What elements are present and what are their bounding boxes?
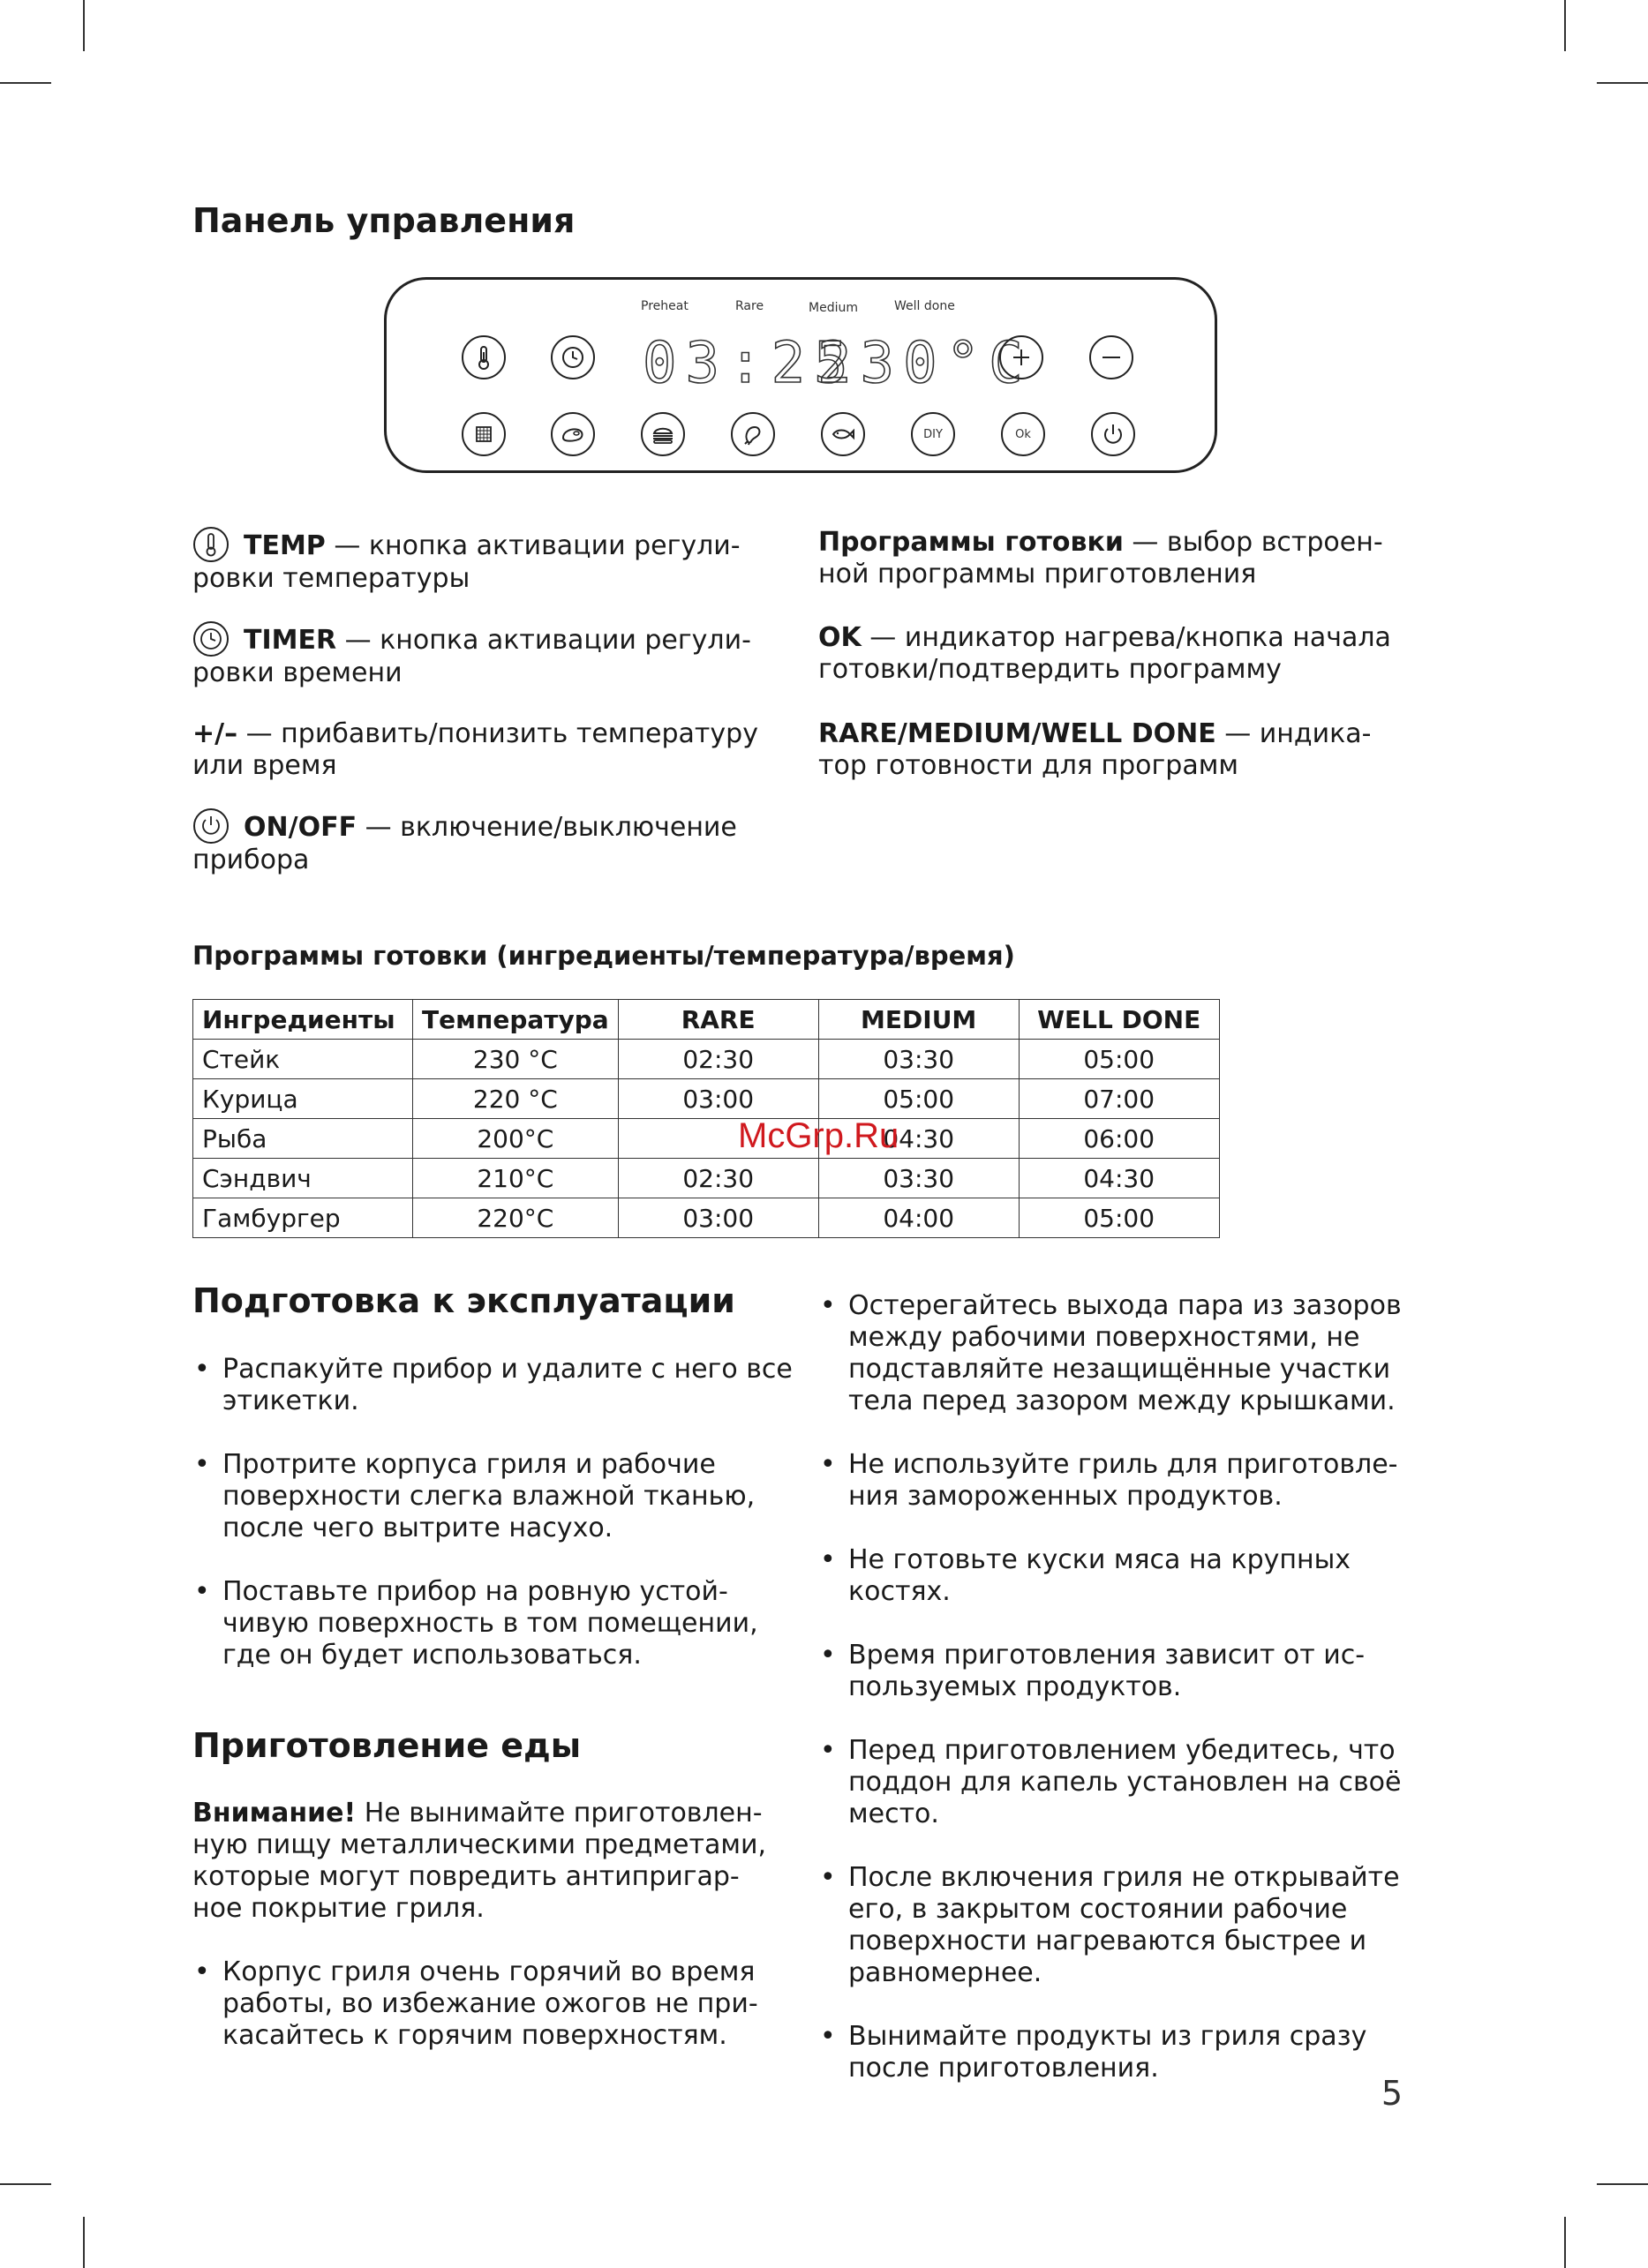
table-cell: 02:30 [618,1040,818,1079]
table-cell: 04:30 [1019,1159,1219,1198]
watermark: McGrp.Ru [738,1116,899,1155]
table-cell: 03:30 [818,1040,1019,1079]
term-on-off: ON/OFF [244,812,357,843]
table-header: Температура [413,1000,619,1040]
list-item: • Поставьте прибор на ровную устой-чивую поверхность в том помещении, где он будет использоваться. [192,1576,793,1671]
table-cell: 05:00 [1019,1040,1219,1079]
text-on-off: — включение/выключение прибора [192,812,737,875]
section-title-control-panel: Панель управления [192,201,576,240]
temperature-display: 230°C [817,331,1032,396]
text-ok: — индикатор нагрева/кнопка начала готовки/подтвердить программу [818,622,1391,685]
table-cell: 04:00 [818,1198,1019,1238]
text-timer: — кнопка активации регули-ровки времени [192,625,751,688]
right-column-list [818,1290,1418,2116]
crop-mark [1564,2217,1566,2268]
table-header: MEDIUM [818,1000,1019,1040]
term-programs: Программы готовки [818,527,1124,558]
table-cell: 220°C [413,1198,619,1238]
table-header: WELL DONE [1019,1000,1219,1040]
prep-list [192,1354,793,1703]
table-cell: 04:30 [818,1119,1019,1159]
crop-mark [1564,0,1566,51]
list-item: • После включения гриля не открывайте его, в закрытом состоянии рабочие поверхности нагреваются быстрее и равномернее. [818,1862,1418,1989]
timer-icon [551,335,595,379]
warning-paragraph [192,1798,775,1925]
table-cell: 05:00 [818,1079,1019,1119]
term-ok: OK [818,622,862,653]
fish-icon [821,412,865,456]
chicken-icon [731,412,775,456]
table-row [193,1159,1220,1198]
table-row [193,1119,1220,1159]
list-item: • Вынимайте продукты из гриля сразу после приготовления. [818,2021,1418,2084]
table-header-row [193,1000,1220,1040]
text-programs: — выбор встроен-ной программы приготовления [818,527,1383,590]
table-cell: 220 °C [413,1079,619,1119]
thermometer-icon [192,526,230,563]
power-icon [1091,412,1135,456]
section-title-prep: Подготовка к эксплуатации [192,1281,735,1320]
desc-temp [192,526,775,595]
table-cell: 06:00 [1019,1119,1219,1159]
steak-icon [551,412,595,456]
table-row [193,1040,1220,1079]
list-item: • Не используйте гриль для приготовле-ния замороженных продуктов. [818,1449,1418,1513]
table-header: Ингредиенты [193,1000,413,1040]
programs-table [192,999,1220,1238]
thermometer-icon [462,335,506,379]
crop-mark [83,0,85,51]
cooking-list [192,1956,793,2084]
desc-timer [192,620,775,689]
desc-ok [818,622,1401,686]
list-item: • Корпус гриля очень горячий во время работы, во избежание ожогов не при-касайтесь к горячим поверхностям. [192,1956,793,2052]
table-cell: Стейк [193,1040,413,1079]
indicator-rare: Rare [735,299,764,313]
term-plus-minus: +/– [192,718,238,749]
table-cell: 05:00 [1019,1198,1219,1238]
crop-mark [1597,82,1648,84]
power-icon [192,807,230,845]
table-cell: 03:00 [618,1079,818,1119]
crop-mark [1597,2183,1648,2185]
list-item: • Распакуйте прибор и удалите с него все этикетки. [192,1354,793,1417]
text-temp: — кнопка активации регули-ровки температуры [192,530,741,594]
section-title-cooking: Приготовление еды [192,1726,582,1765]
warning-text: Не вынимайте приготовлен-ную пищу металлическими предметами, которые могут повредить антипригар-ное покрытие гриля. [192,1798,767,1924]
term-timer: TIMER [244,625,337,656]
table-row [193,1079,1220,1119]
plus-icon [999,335,1043,379]
minus-icon [1089,335,1133,379]
table-cell: Гамбургер [193,1198,413,1238]
crop-mark [0,82,51,84]
table-row [193,1198,1220,1238]
list-item: • Перед приготовлением убедитесь, что поддон для капель установлен на своё место. [818,1735,1418,1830]
term-temp: TEMP [244,530,326,561]
time-display: 03:25 [643,331,857,396]
indicator-well-done: Well done [894,299,955,313]
table-cell: 03:00 [618,1198,818,1238]
desc-on-off [192,807,775,876]
sandwich-icon [641,412,685,456]
list-item: • Протрите корпуса гриля и рабочие поверхности слегка влажной тканью, после чего вытрите насухо. [192,1449,793,1544]
diy-button: DIY [911,412,955,456]
indicator-preheat: Preheat [641,299,689,313]
table-cell: Сэндвич [193,1159,413,1198]
ok-button: Ok [1001,412,1045,456]
term-doneness: RARE/MEDIUM/WELL DONE [818,718,1216,749]
list-item: • Остерегайтесь выхода пара из зазоров между рабочими поверхностями, не подставляйте незащищённые участки тела перед зазором между крышками. [818,1290,1418,1417]
desc-doneness [818,718,1401,782]
text-doneness: — индика-тор готовности для программ [818,718,1372,781]
table-header: RARE [618,1000,818,1040]
table-cell: 02:30 [618,1159,818,1198]
grill-icon [462,412,506,456]
list-item: • Не готовьте куски мяса на крупных костях. [818,1544,1418,1608]
table-cell: 200°C [413,1119,619,1159]
list-item: • Время приготовления зависит от ис-пользуемых продуктов. [818,1640,1418,1703]
table-cell: 230 °C [413,1040,619,1079]
text-plus-minus: — прибавить/понизить температуру или время [192,718,758,781]
table-cell: Курица [193,1079,413,1119]
table-cell: Рыба [193,1119,413,1159]
table-cell: 07:00 [1019,1079,1219,1119]
control-panel-diagram [384,277,1217,473]
desc-plus-minus [192,718,775,782]
indicator-medium: Medium [809,301,858,315]
crop-mark [0,2183,51,2185]
table-cell: 03:30 [818,1159,1019,1198]
crop-mark [83,2217,85,2268]
page-number: 5 [1381,2074,1403,2113]
desc-programs [818,527,1401,590]
programs-table-title: Программы готовки (ингредиенты/температура/время) [192,941,1015,971]
table-cell: 210°C [413,1159,619,1198]
timer-icon [192,620,230,657]
warning-label: Внимание! [192,1798,357,1829]
